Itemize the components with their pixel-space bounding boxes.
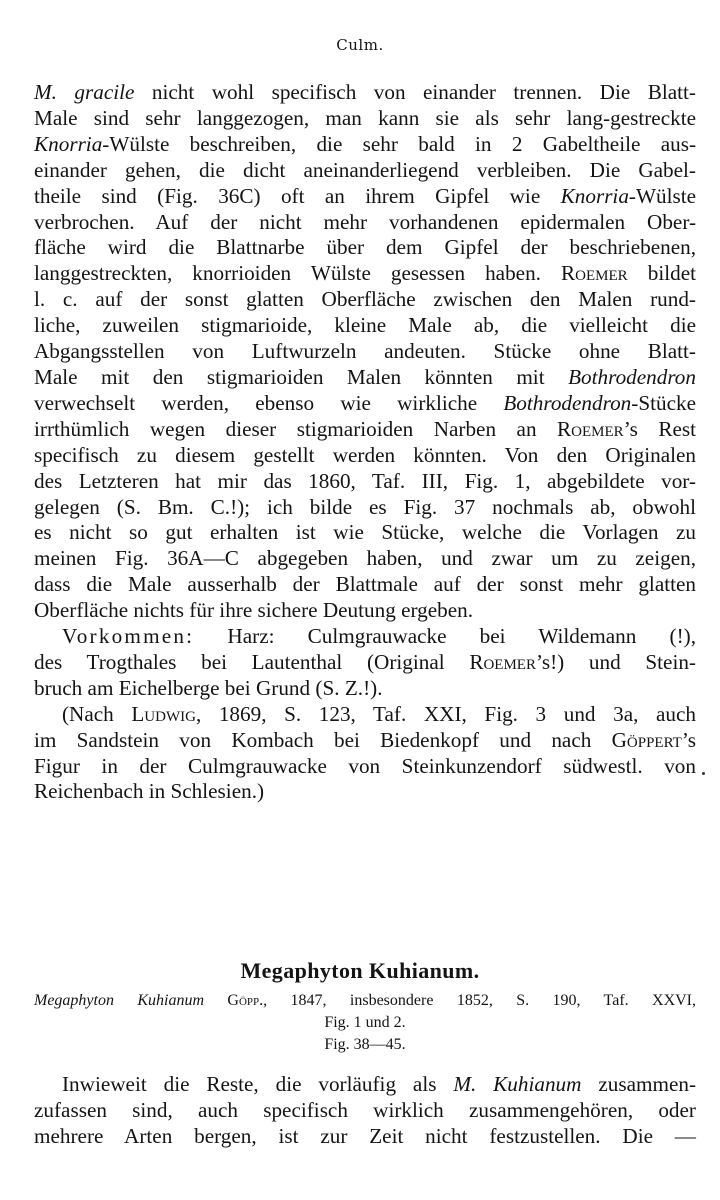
text-line: im Sandstein von Kombach bei Biedenkopf und nach Göppert’s xyxy=(34,727,696,752)
text-line: (Nach Ludwig, 1869, S. 123, Taf. XXI, Fig. 3 und 3a, auch xyxy=(62,701,696,726)
citation-line: Fig. 1 und 2. xyxy=(324,1014,406,1031)
running-head: Culm. xyxy=(336,36,384,54)
text-line: mehrere Arten bergen, ist zur Zeit nicht festzustellen. Die — xyxy=(34,1123,696,1148)
author-name: Roemer xyxy=(561,261,628,286)
text-line: dass die Male ausserhalb der Blattmale auf der sonst mehr glatten xyxy=(34,572,696,597)
text-line: des Trogthales bei Lautenthal (Original Roemer’s!) und Stein- xyxy=(34,649,696,674)
text-line: es nicht so gut erhalten ist wie Stücke, welche die Vorlagen zu xyxy=(34,520,696,545)
section-heading: Megaphyton Kuhianum. xyxy=(240,958,480,983)
text-line: einander gehen, die dicht aneinanderliegend verbleiben. Die Gabel- xyxy=(34,157,696,182)
text-line: Figur in der Culmgrauwacke von Steinkunzendorf südwestl. von xyxy=(34,753,696,778)
figure-reference: Fig. 38—45. xyxy=(324,1036,406,1053)
paragraph-leaf-marks xyxy=(34,80,696,624)
text-line: fläche wird die Blattnarbe über dem Gipfel der beschriebenen, xyxy=(34,235,696,260)
text-line: langgestreckten, knorrioiden Wülste gesessen haben. Roemer bildet xyxy=(34,261,696,286)
text-line: l. c. auf der sonst glatten Oberfläche zwischen den Malen rund- xyxy=(34,287,696,312)
text-line: Inwieweit die Reste, die vorläufig als M. Kuhianum zusammen- xyxy=(62,1072,697,1096)
text-line: des Letzteren hat mir das 1860, Taf. III, Fig. 1, abgebildete vor- xyxy=(34,468,696,493)
text-line: theile sind (Fig. 36C) oft an ihrem Gipfel wie Knorria-Wülste xyxy=(34,183,696,208)
text-line: M. gracile nicht wohl specifisch von einander trennen. Die Blatt- xyxy=(34,80,696,104)
text-line: Vorkommen: Harz: Culmgrauwacke bei Wildemann (!), xyxy=(62,624,696,649)
author-name: Ludwig xyxy=(131,701,196,726)
text-line: Male sind sehr langgezogen, man kann sie als sehr lang-gestreckte xyxy=(34,105,696,130)
text-line: liche, zuweilen stigmarioide, kleine Male ab, die vielleicht die xyxy=(34,313,696,338)
citation-line: Megaphyton Kuhianum Göpp., 1847, insbesondere 1852, S. 190, Taf. XXVI, xyxy=(34,992,697,1009)
text-line: Male mit den stigmarioiden Malen könnten mit Bothrodendron xyxy=(34,364,696,389)
text-line: Knorria-Wülste beschreiben, die sehr bald in 2 Gabeltheile aus- xyxy=(34,131,696,156)
text-line: verbrochen. Auf der nicht mehr vorhandenen epidermalen Ober- xyxy=(34,209,696,234)
ink-speck xyxy=(702,772,705,775)
author-name: Göpp. xyxy=(227,992,264,1009)
text-line: bruch am Eichelberge bei Grund (S. Z.!). xyxy=(34,675,383,700)
text-line: Reichenbach in Schlesien.) xyxy=(34,779,265,804)
text-line: verwechselt werden, ebenso wie wirkliche Bothrodendron-Stücke xyxy=(34,390,696,415)
citation-block xyxy=(34,990,696,1056)
text-line: Abgangsstellen von Luftwurzeln andeuten. Stücke ohne Blatt- xyxy=(34,339,696,364)
text-line: Oberfläche nichts für ihre sichere Deutung ergeben. xyxy=(34,598,474,623)
paragraph-kuhianum xyxy=(34,1072,696,1150)
paragraph-occurrence xyxy=(34,624,696,702)
text-line: specifisch zu diesem gestellt werden könnten. Von den Originalen xyxy=(34,442,696,467)
author-name: Roemer xyxy=(469,649,536,674)
text-line: meinen Fig. 36A—C abgegeben haben, und zwar um zu zeigen, xyxy=(34,546,696,571)
body-text xyxy=(34,80,696,805)
text-line: irrthümlich wegen dieser stigmarioiden Narben an Roemer’s Rest xyxy=(34,416,696,441)
text-line: zufassen sind, auch specifisch wirklich zusammengehören, oder xyxy=(34,1097,696,1122)
paragraph-ludwig-note xyxy=(34,702,696,806)
text-line: gelegen (S. Bm. C.!); ich bilde es Fig. 37 nochmals ab, obwohl xyxy=(34,494,696,519)
author-name: Göppert xyxy=(611,727,682,752)
occurrence-label: Vorkommen: xyxy=(62,624,195,649)
author-name: Roemer xyxy=(557,416,624,441)
